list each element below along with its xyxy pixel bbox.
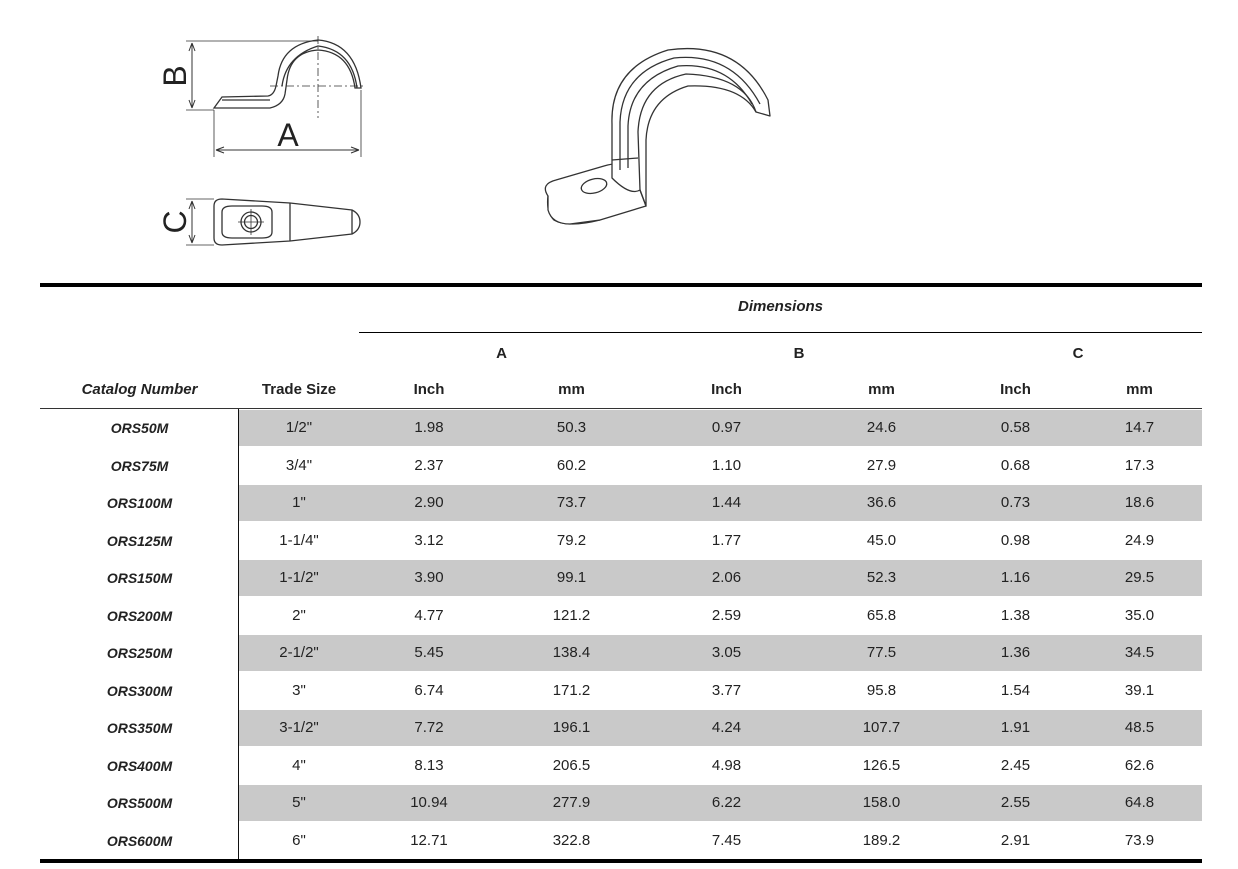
a-inch-cell: 1.98 [414,419,444,436]
table-row [40,559,1202,597]
a-inch-cell: 2.37 [414,456,444,474]
a-mm-cell: 50.3 [556,419,587,436]
a-inch-cell: 3.90 [414,569,444,586]
b-inch-cell: 1.77 [711,531,742,549]
c-mm-cell: 48.5 [1124,719,1155,736]
b-inch-cell: 3.05 [711,644,742,661]
trade-size-cell: 1" [292,494,306,511]
c-inch-cell: 0.98 [1000,531,1031,549]
catalog-number-header: Catalog Number [81,381,198,398]
table-row [40,447,1202,485]
b-inch-cell: 4.24 [711,719,742,736]
side-view-drawing [186,36,366,157]
table-bottom-rule [40,859,1202,863]
a-inch-cell: 8.13 [414,756,444,774]
catalog-number-cell: ORS250M [106,645,173,661]
b-mm-cell: 189.2 [862,831,901,849]
trade-size-cell: 1-1/4" [279,531,319,549]
catalog-number-cell: ORS600M [106,832,173,849]
catalog-number-cell: ORS200M [106,607,173,624]
trade-size-cell: 1-1/2" [279,569,319,586]
c-mm-cell: 17.3 [1124,456,1155,474]
a-inch-cell: 4.77 [414,606,444,624]
b-mm-cell: 27.9 [866,456,897,474]
a-inch-header: Inch [413,381,445,398]
b-inch-cell: 6.22 [711,794,742,811]
c-inch-cell: 2.91 [1000,831,1031,849]
c-inch-cell: 0.73 [1000,494,1031,511]
trade-size-cell: 2" [292,606,306,624]
c-mm-cell: 64.8 [1124,794,1155,811]
a-mm-cell: 138.4 [552,644,591,661]
a-mm-cell: 206.5 [552,756,591,774]
b-inch-header: Inch [711,381,742,398]
table-row [40,484,1202,522]
b-mm-cell: 45.0 [866,531,897,549]
dimension-a-label: A [277,117,299,153]
group-b-header: B [793,345,805,362]
c-inch-cell: 1.54 [1000,681,1031,699]
a-inch-cell: 7.72 [414,719,444,736]
trade-size-cell: 1/2" [285,419,313,436]
b-mm-header: mm [868,381,895,398]
a-inch-cell: 2.90 [414,494,444,511]
trade-size-cell: 2-1/2" [279,644,319,661]
a-inch-cell: 10.94 [410,794,448,811]
catalog-number-cell: ORS350M [106,720,173,736]
trade-size-cell: 4" [292,756,306,774]
b-inch-cell: 0.97 [711,419,742,436]
trade-size-cell: 3/4" [285,456,313,474]
a-mm-cell: 171.2 [552,681,591,699]
catalog-number-cell: ORS400M [106,757,173,774]
c-inch-cell: 2.45 [1000,756,1031,774]
c-inch-header: Inch [1000,381,1031,398]
b-inch-cell: 2.59 [711,606,742,624]
dimension-b-label: B [157,65,193,87]
c-inch-cell: 2.55 [1000,794,1031,811]
catalog-number-cell: ORS300M [106,682,173,699]
b-mm-cell: 65.8 [866,606,897,624]
c-mm-cell: 62.6 [1124,756,1155,774]
b-inch-cell: 3.77 [711,681,742,699]
bottom-view-drawing [186,199,360,245]
c-inch-cell: 0.58 [1000,419,1031,436]
b-mm-cell: 77.5 [866,644,897,661]
table-row [40,522,1202,560]
strap-drawings [0,0,1238,280]
trade-size-cell: 6" [292,831,306,849]
table-body [40,409,1202,859]
c-inch-cell: 1.36 [1000,644,1031,661]
b-mm-cell: 158.0 [862,794,901,811]
table-row [40,409,1202,447]
table-row [40,784,1202,822]
trade-size-cell: 5" [292,794,306,811]
b-mm-cell: 52.3 [866,569,897,586]
c-mm-cell: 29.5 [1124,569,1155,586]
catalog-number-cell: ORS500M [106,795,173,811]
b-inch-cell: 2.06 [711,569,742,586]
table-row [40,709,1202,747]
table-row [40,822,1202,860]
catalog-number-cell: ORS100M [106,495,173,511]
c-mm-header: mm [1126,381,1153,398]
b-inch-cell: 1.44 [711,494,742,511]
c-mm-cell: 73.9 [1124,831,1155,849]
b-mm-cell: 24.6 [866,419,897,436]
catalog-number-cell: ORS150M [106,570,173,586]
a-mm-cell: 99.1 [556,569,587,586]
a-mm-cell: 196.1 [552,719,591,736]
a-mm-cell: 277.9 [552,794,591,811]
table-row [40,597,1202,635]
dimension-c-label: C [157,210,193,234]
group-a-header: A [496,345,507,362]
group-c-header: C [1072,345,1084,362]
table-row [40,634,1202,672]
dimensions-underline [359,332,1202,333]
a-mm-cell: 121.2 [552,606,591,624]
a-mm-header: mm [558,381,585,398]
catalog-number-cell: ORS50M [110,420,169,436]
b-inch-cell: 4.98 [711,756,742,774]
a-inch-cell: 3.12 [414,531,444,549]
c-mm-cell: 18.6 [1124,494,1155,511]
c-inch-cell: 1.16 [1000,569,1031,586]
b-mm-cell: 126.5 [862,756,901,774]
b-inch-cell: 7.45 [711,831,742,849]
table-row [40,672,1202,710]
a-inch-cell: 5.45 [414,644,444,661]
a-mm-cell: 322.8 [552,831,591,849]
c-mm-cell: 24.9 [1124,531,1155,549]
trade-size-header: Trade Size [261,381,337,398]
c-inch-cell: 1.38 [1000,606,1031,624]
b-mm-cell: 107.7 [862,719,901,736]
catalog-number-cell: ORS75M [110,457,169,474]
c-mm-cell: 39.1 [1124,681,1155,699]
c-inch-cell: 0.68 [1000,456,1031,474]
a-inch-cell: 12.71 [410,831,448,849]
table-top-rule [40,283,1202,287]
a-mm-cell: 79.2 [556,531,587,549]
b-inch-cell: 1.10 [711,456,742,474]
trade-size-cell: 3-1/2" [279,719,319,736]
trade-size-cell: 3" [292,681,306,699]
c-mm-cell: 14.7 [1124,419,1155,436]
table-row [40,747,1202,785]
b-mm-cell: 36.6 [866,494,897,511]
c-mm-cell: 35.0 [1124,606,1155,624]
c-mm-cell: 34.5 [1124,644,1155,661]
a-inch-cell: 6.74 [414,681,444,699]
c-inch-cell: 1.91 [1000,719,1031,736]
dimensions-header: Dimensions [737,298,824,315]
a-mm-cell: 60.2 [556,456,587,474]
isometric-view-drawing [545,49,770,224]
b-mm-cell: 95.8 [866,681,897,699]
a-mm-cell: 73.7 [556,494,587,511]
catalog-number-cell: ORS125M [106,532,173,549]
